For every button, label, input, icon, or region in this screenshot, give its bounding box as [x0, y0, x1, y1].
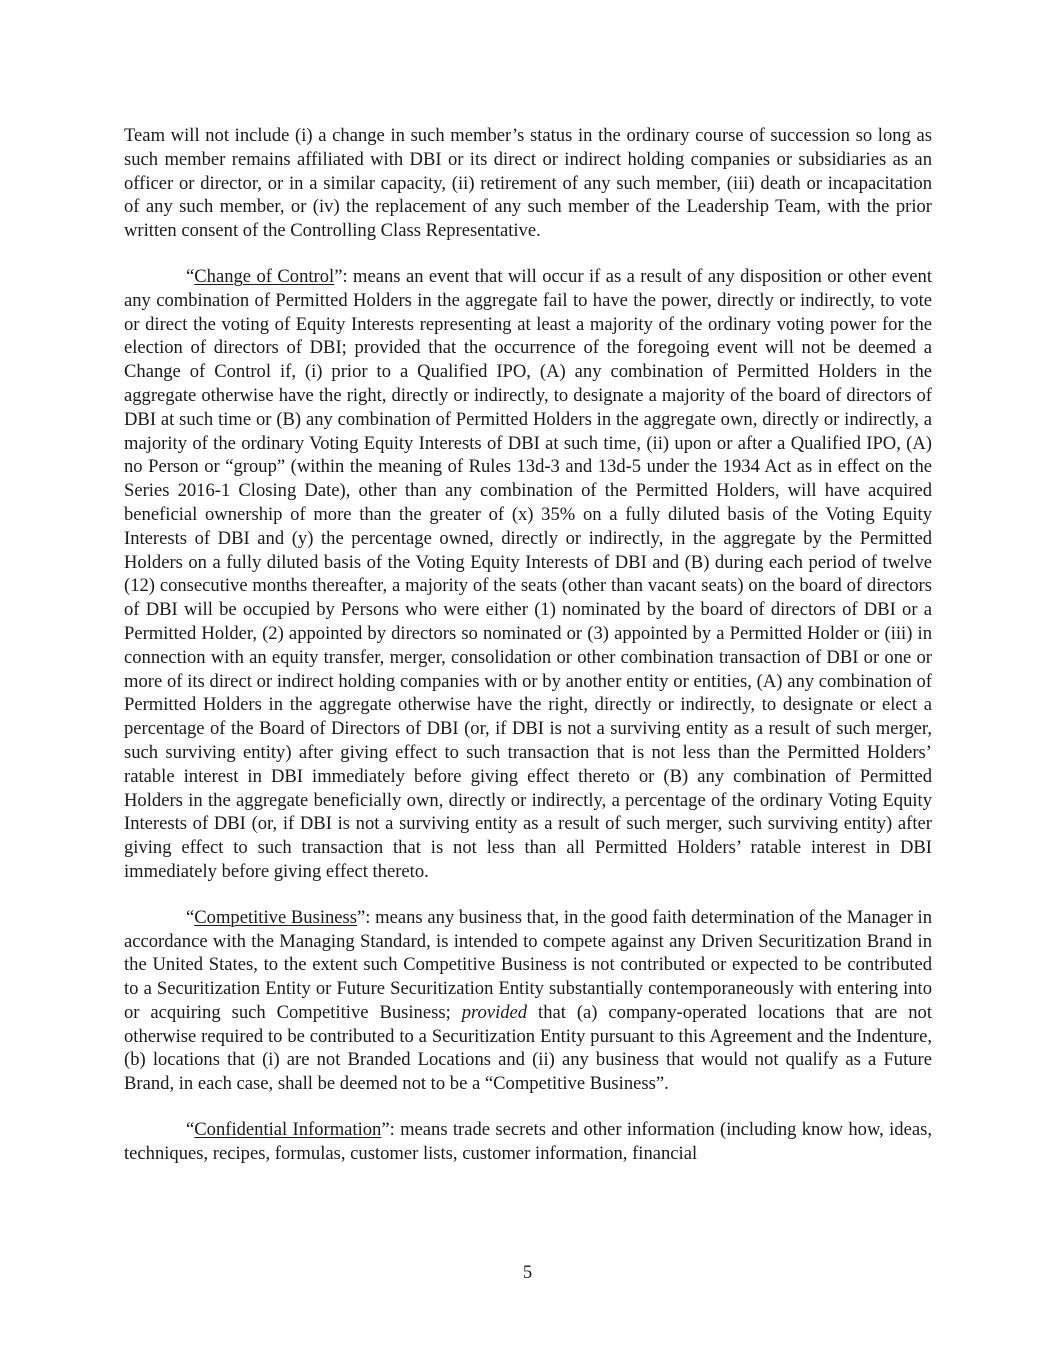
definition-body: ”: means any business that, in the good faith determination of the Manager in accordance with the Managing Standard, is intended to compete against any Driven Securitization Brand in the United States, to the extent such Competitive Business is not contributed or expected to be contributed to a Securitization Entity or Future Securitization Entity substantially contemporaneously with entering into or acquiring such Competitive Business;: [124, 906, 932, 1023]
paragraph-leadership-team-continuation: Team will not include (i) a change in such member’s status in the ordinary course of succession so long as such member remains affiliated with DBI or its direct or indirect holding companies or subsidiaries as an officer or director, or in a similar capacity, (ii) retirement of any such member, (iii) death or incapacitation of any such member, or (iv) the replacement of any such member of the Leadership Team, with the prior written consent of the Controlling Class Representative.: [124, 125, 932, 242]
defined-term: Confidential Information: [194, 1119, 382, 1141]
definition-competitive-business: [124, 906, 932, 1096]
definition-body-tail: that (a) company-operated locations that are not otherwise required to be contributed to a Securitization Entity pursuant to this Agreement and the Indenture, (b) locations that (i) are not Branded Locations and (ii) any business that would not qualify as a Future Brand, in each case, shall be deemed not to be a “Competitive Business”.: [124, 1001, 932, 1095]
definition-body: ”: means an event that will occur if as a result of any disposition or other event any combination of Permitted Holders in the aggregate fail to have the power, directly or indirectly, to vote or direct the voting of Equity Interests representing at least a majority of the ordinary voting power for the election of directors of DBI; provided that the occurrence of the foregoing event will not be deemed a Change of Control if, (i) prior to a Qualified IPO, (A) any combination of Permitted Holders in the aggregate otherwise have the right, directly or indirectly, to designate a majority of the board of directors of DBI at such time or (B) any combination of Permitted Holders in the aggregate own, directly or indirectly, a majority of the ordinary Voting Equity Interests of DBI at such time, (ii) upon or after a Qualified IPO, (A) no Person or “group” (within the meaning of Rules 13d-3 and 13d-5 under the 1934 Act as in effect on the Series 2016-1 Closing Date), other than any combination of the Permitted Holders, will have acquired beneficial ownership of more than the greater of (x) 35% on a fully diluted basis of the Voting Equity Interests of DBI and (y) the percentage owned, directly or indirectly, in the aggregate by the Permitted Holders on a fully diluted basis of the Voting Equity Interests of DBI and (B) during each period of twelve (12) consecutive months thereafter, a majority of the seats (other than vacant seats) on the board of directors of DBI will be occupied by Persons who were either (1) nominated by the board of directors of DBI or a Permitted Holder, (2) appointed by directors so nominated or (3) appointed by a Permitted Holder or (iii) in connection with an equity transfer, merger, consolidation or other combination transaction of DBI or one or more of its direct or indirect holding companies with or by another entity or entities, (A) any combination of Permitted Holders in the aggregate otherwise have the right, directly or indirectly, to designate or elect a percentage of the Board of Directors of DBI (or, if DBI is not a surviving entity as a result of such merger, such surviving entity) after giving effect to such transaction that is not less than the Permitted Holders’ ratable interest in DBI immediately before giving effect thereto or (B) any combination of Permitted Holders in the aggregate beneficially own, directly or indirectly, a percentage of the ordinary Voting Equity Interests of DBI (or, if DBI is not a surviving entity as a result of such merger, such surviving entity) after giving effect to such transaction that is not less than all Permitted Holders’ ratable interest in DBI immediately before giving effect thereto.: [124, 265, 932, 882]
italic-proviso: provided: [461, 1001, 528, 1023]
open-quote: “: [186, 906, 195, 928]
definition-confidential-information: [124, 1118, 932, 1166]
document-page: [124, 124, 932, 1166]
defined-term: Change of Control: [194, 265, 335, 287]
page-number: 5: [522, 1262, 533, 1283]
defined-term: Competitive Business: [194, 906, 358, 928]
open-quote: “: [186, 1119, 195, 1141]
definition-change-of-control: [124, 265, 932, 884]
definition-body: ”: means trade secrets and other information (including know how, ideas, techniques, recipes, formulas, customer lists, customer information, financial: [124, 1119, 932, 1164]
open-quote: “: [186, 265, 195, 287]
